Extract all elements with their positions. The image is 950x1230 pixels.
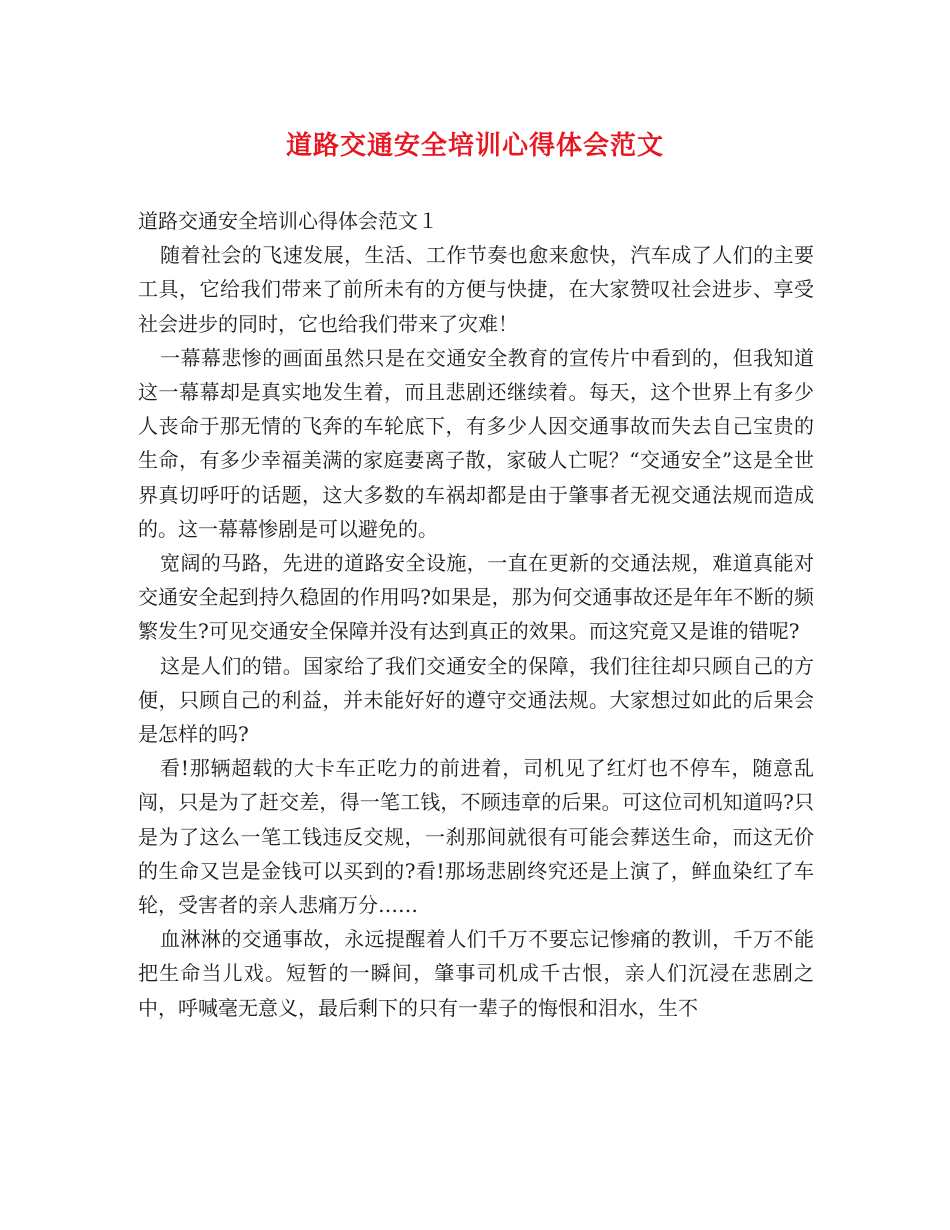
paragraph-5: 看!那辆超载的大卡车正吃力的前进着，司机见了红灯也不停车，随意乱闯，只是为了赶交差，得一笔工钱，不顾违章的后果。可这位司机知道吗?只是为了这么一笔工钱违反交规，一刹那间就很有可能会葬送生命，而这无价的生命又岂是金钱可以买到的?看!那场悲剧终究还是上演了，鲜血染红了车轮，受害者的亲人悲痛万分……	[138, 756, 814, 918]
paragraph-1: 随着社会的飞速发展，生活、工作节奏也愈来愈快，汽车成了人们的主要工具，它给我们带来了前所未有的方便与快捷，在大家赞叹社会进步、享受社会进步的同时，它也给我们带来了灾难！	[138, 243, 814, 336]
paragraph-3: 宽阔的马路，先进的道路安全设施，一直在更新的交通法规，难道真能对交通安全起到持久稳固的作用吗?如果是，那为何交通事故还是年年不断的频繁发生?可见交通安全保障并没有达到真正的效果。而这究竟又是谁的错呢?	[138, 551, 814, 644]
document-body	[138, 204, 814, 1025]
document-title: 道路交通安全培训心得体会范文	[285, 131, 664, 161]
paragraph-2: 一幕幕悲惨的画面虽然只是在交通安全教育的宣传片中看到的，但我知道这一幕幕却是真实地发生着，而且悲剧还继续着。每天，这个世界上有多少人丧命于那无情的飞奔的车轮底下，有多少人因交通事故而失去自己宝贵的生命，有多少幸福美满的家庭妻离子散，家破人亡呢？“交通安全”这是全世界真切呼吁的话题，这大多数的车祸却都是由于肇事者无视交通法规而造成的。这一幕幕惨剧是可以避免的。	[138, 345, 814, 541]
paragraph-4: 这是人们的错。国家给了我们交通安全的保障，我们往往却只顾自己的方便，只顾自己的利益，并未能好好的遵守交通法规。大家想过如此的后果会是怎样的吗?	[138, 653, 814, 747]
section-heading: 道路交通安全培训心得体会范文１	[138, 209, 438, 233]
paragraph-6: 血淋淋的交通事故，永远提醒着人们千万不要忘记惨痛的教训，千万不能把生命当儿戏。短暂的一瞬间，肇事司机成千古恨，亲人们沉浸在悲剧之中，呼喊毫无意义，最后剩下的只有一辈子的悔恨和泪水，生不	[138, 927, 814, 1020]
